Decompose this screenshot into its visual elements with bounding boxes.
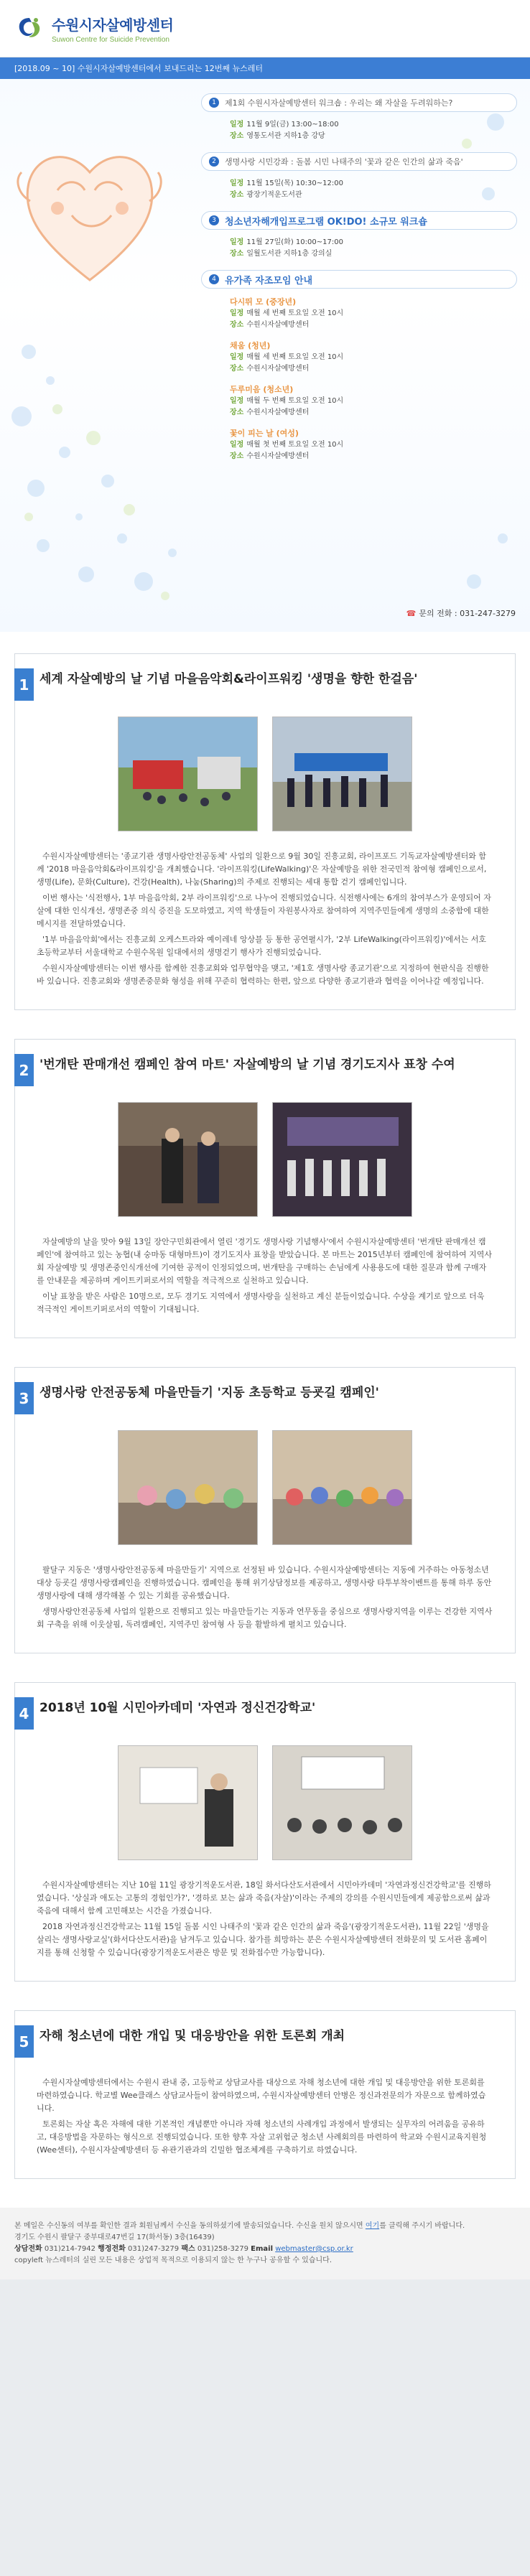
- group-name: 꽃이 피는 날 (여성): [230, 429, 299, 438]
- group-name: 두루미음 (청소년): [230, 385, 294, 394]
- newsletter-subtitle: [2018.09 ~ 10] 수원시자살예방센터에서 보내드리는 12번째 뉴스레터: [0, 57, 530, 79]
- article-body: 수원시자살예방센터는 지난 10월 11일 광장기적운도서관, 18일 화서다산도서관에서 시민아카데미 '자연과정신건강학교'를 진행하였습니다. '상실과 애도는 고통의 경험인가?', '경하로 보는 삶과 죽음(자살)'이라는 주제의 강의를 수원시민들에게 제공함으로써 삶과 죽음에 대해서 함께 고민해보는 시간을 가졌습니다. 2018 자연과정신건강학교는 11월 15일 돌봄 시인 나태주의 '꽃과 같은 인간의 삶과 죽음'(광장기적운도서관), 11월 22일 '생명을 살리는 생명사랑교실'(화서다산도서관)을 남겨두고 있습니다. 참가를 희망하는 분은 수원시자살예방센터 전화문의 및 도서관 홈페이지를 통해 신청할 수 있습니다(광장기적운도서관은 방문 및 전화접수만 가능합니다).: [37, 1880, 491, 1957]
- group-name: 채움 (청년): [230, 341, 271, 350]
- contact-phone: ☎ 문의 전화 : 031-247-3279: [406, 608, 516, 618]
- header: [0, 0, 530, 57]
- article-card: [14, 1367, 516, 1653]
- article-photo[interactable]: [118, 1745, 258, 1860]
- event-schedule: 일정 11월 15일(목) 10:30~12:00: [230, 179, 343, 187]
- event-item[interactable]: [201, 93, 517, 142]
- article-body: 수원시자살예방센터에서는 수원시 관내 중, 고등학교 상담교사를 대상으로 자해 청소년에 대한 개입 및 대응방안을 위한 토론회를 마련하였습니다. 학교별 Wee클래스 상담교사들이 참여하였으며, 수원시자살예방센터 안병은 정신과전문의가 자문으로 함께하였습니다. 토론회는 자살 혹은 자해에 대한 기본적인 개념뿐만 아니라 자해 청소년의 사례개입 과정에서 발생되는 실무자의 어려움을 공유하고, 대응방법을 자문하는 형식으로 진행되었습니다. 또한 향후 자살 고위험군 청소년 사례회의를 마련하여 학교와 수원시교육지원청(Wee센터), 수원시자살예방센터 등 유관기관과의 긴밀한 협조체계를 구축하기로 하였습니다.: [37, 2078, 487, 2155]
- self-help-title-pill[interactable]: [201, 270, 517, 289]
- article-card: [14, 653, 516, 1010]
- footer-address: 경기도 수원시 팔달구 중부대로47번길 17(화서동) 3층(16439): [14, 2234, 215, 2241]
- group-item: 꽃이 피는 날 (여성) 일정 매월 첫 번째 토요일 오전 10시 장소 수원시자살예방센터: [230, 427, 517, 462]
- event-schedule: 일정 11월 9일(금) 13:00~18:00: [230, 121, 339, 129]
- logo-icon: [14, 14, 45, 44]
- org-name: 수원시자살예방센터: [52, 16, 174, 34]
- event-title-pill[interactable]: [201, 211, 517, 230]
- group-name: 다시뛰 모 (중장년): [230, 297, 297, 307]
- article-card: [14, 1039, 516, 1338]
- event-title: 생명사랑 시민강좌 : 돌봄 시민 나태주의 '꽃과 같은 인간의 삶과 죽음': [225, 157, 463, 167]
- article-card: [14, 1682, 516, 1982]
- org-name-en: Suwon Centre for Suicide Prevention: [52, 35, 169, 44]
- hero-events: [0, 79, 530, 632]
- event-schedule: 일정 11월 27일(화) 10:00~17:00: [230, 238, 343, 246]
- article-number-badge: 4: [14, 1697, 34, 1730]
- article-photo[interactable]: [118, 1430, 258, 1545]
- article-photo[interactable]: [272, 717, 412, 831]
- event-item[interactable]: [201, 152, 517, 201]
- article-title: 생명사랑 안전공동체 마을만들기 '지동 초등학교 등굣길 캠페인': [39, 1386, 379, 1400]
- phone-icon: ☎: [406, 608, 417, 618]
- event-place: 장소 영통도서관 지하1층 강당: [230, 132, 325, 140]
- article-card: [14, 2010, 516, 2179]
- footer-copyright: copyleft 뉴스레터의 실린 모든 내용은 상업적 목적으로 이용되지 않는 한 누구나 공유할 수 있습니다.: [14, 2257, 332, 2264]
- group-item: 채움 (청년) 일정 매월 세 번째 토요일 오전 10시 장소 수원시자살예방센터: [230, 340, 517, 375]
- event-title-pill[interactable]: [201, 93, 517, 112]
- heart-illustration-icon: [14, 122, 165, 294]
- footer-notice: 본 메일은 수신동의 여부를 확인한 결과 회원님께서 수신을 동의하셨기에 발송되었습니다. 수신을 원치 않으시면 여기를 클릭해 주시기 바랍니다.: [14, 2222, 465, 2230]
- group-item: 두루미음 (청소년) 일정 매월 두 번째 토요일 오전 10시 장소 수원시자살예방센터: [230, 383, 517, 419]
- event-number: 1: [209, 98, 219, 108]
- email-link[interactable]: webmaster@csp.or.kr: [275, 2245, 353, 2253]
- event-item[interactable]: [201, 211, 517, 260]
- event-number: 4: [209, 274, 219, 284]
- event-title: 청소년자해개입프로그램 OK!DO! 소규모 워크숍: [225, 216, 427, 228]
- footer: [0, 2208, 530, 2279]
- article-body: 팔달구 지동은 '생명사랑안전공동체 마을만들기' 지역으로 선정된 바 있습니다. 수원시자살예방센터는 지동에 거주하는 아동청소년 대상 등굣길 생명사랑캠페인을 진행하였습니다. 캠페인을 통해 위기상담정보를 제공하고, 생명사랑 타투부착이벤트를 통해 하루 동안 생명사랑에 대해 생각해볼 수 있는 기회를 공유했습니다. 생명사랑안전공동체 사업의 일환으로 진행되고 있는 마을만들기는 지동과 연무동을 중심으로 생명사랑지역을 이루는 건강한 지역사회 구축을 위해 이웃살핌, 독려캠페인, 지역주민 참여형 사 등을 활발하게 펼치고 있습니다.: [37, 1565, 493, 1629]
- article-body: 자살예방의 날을 맞아 9월 13일 장안구민회관에서 열린 '경기도 생명사랑 기념행사'에서 수원시자살예방센터 '번개탄 판매개선 캠페인'에 참여하고 있는 농협(내 숭마동 대형마트)이 경기도지사 표창을 받았습니다. 본 마트는 2015년부터 캠페인에 참여하여 지역사회 자살예방 및 생명존중인식개선에 기여한 공적이 인정되었으며, 번개탄을 구매하는 손님에게 사용용도에 대한 질문과 함께 구매자를 안내문을 제공하며 게이트키퍼로서의 역할을 적극적으로 실천하고 있습니다. 이날 표창을 받은 사람은 10명으로, 모두 경기도 지역에서 생명사랑을 실천하고 계신 분들이었습니다. 수상을 계기로 앞으로 더욱 적극적인 게이트키퍼로서의 역할이 기대됩니다.: [37, 1237, 492, 1314]
- event-title-pill[interactable]: [201, 152, 517, 171]
- article-photo[interactable]: [272, 1745, 412, 1860]
- event-title: 제1회 수원시자살예방센터 워크숍 : 우리는 왜 자살을 두려워하는?: [225, 98, 453, 108]
- self-help-groups: [201, 270, 517, 462]
- event-number: 3: [209, 215, 219, 225]
- article-photo[interactable]: [272, 1102, 412, 1217]
- article-title: 세계 자살예방의 날 기념 마을음악회&라이프워킹 '생명을 향한 한걸음': [39, 672, 418, 686]
- footer-contacts: 상담전화 031)214-7942 행정전화 031)247-3279 팩스 031)258-3279 Email webmaster@csp.or.kr: [14, 2245, 353, 2253]
- event-place: 장소 일월도서관 지하1층 강의실: [230, 250, 333, 258]
- article-photo[interactable]: [272, 1430, 412, 1545]
- article-photo[interactable]: [118, 717, 258, 831]
- article-title: '번개탄 판매개선 캠페인 참여 마트' 자살예방의 날 기념 경기도지사 표창 수여: [39, 1058, 455, 1072]
- logo[interactable]: [14, 14, 173, 44]
- article-number-badge: 1: [14, 668, 34, 701]
- article-number-badge: 3: [14, 1382, 34, 1414]
- event-place: 장소 광장기적운도서관: [230, 191, 302, 199]
- article-title: 자해 청소년에 대한 개입 및 대응방안을 위한 토론회 개최: [39, 2029, 345, 2043]
- article-number-badge: 2: [14, 1054, 34, 1086]
- article-title: 2018년 10월 시민아카데미 '자연과 정신건강학교': [39, 1701, 316, 1715]
- article-photo[interactable]: [118, 1102, 258, 1217]
- event-number: 2: [209, 157, 219, 167]
- self-help-title: 유가족 자조모임 안내: [225, 275, 313, 286]
- article-body: 수원시자살예방센터는 '종교기관 생명사랑안전공동체' 사업의 일환으로 9월 30일 진흥교회, 라이프포드 기독교자살예방센터와 함께 '2018 마을음악회&라이프워킹'을 개최했습니다. '라이프워킹(LifeWalking)'은 자살예방을 위한 전국민적 참여형 캠페인으로서, 생명(Life), 문화(Culture), 건강(Health), 나눔(Sharing)의 주제로 진행되는 세대 통합 걷기 캠페인입니다. 이번 행사는 '식전행사, 1부 마을음악회, 2부 라이프워킹'으로 나누어 진행되었습니다. 식전행사에는 6개의 참여부스가 운영되어 자살에 대한 인식개선, 생명존중 의식 증진을 도모하였고, 지역 학생들이 자원봉사자로 참여하여 지역주민들에게 생명의 소중함에 대한 메시지를 전달하였습니다. '1부 마을음악회'에서는 진흥교회 오케스트라와 예이레네 앙상블 등 통한 공연펼시가, '2부 LifeWalking(라이프워킹)'에서는 서호초등학교부터 서울대학교 수원수목원 일대에서의 생명걷기 행사가 진행되었습니다. 수원시자살예방센터는 이번 행사를 함께한 진흥교회와 업무협약을 맺고, '제1호 생명사랑 종교기관'으로 지정하여 현판식을 진행한 바 있습니다. 진흥교회와 생명존중문화 형성을 위해 꾸준히 협력하는 한편, 앞으로 다양한 종교기관과 협력을 이어나갈 예정입니다.: [37, 851, 491, 986]
- event-list: [201, 93, 517, 472]
- group-item: 다시뛰 모 (중장년) 일정 매월 세 번째 토요일 오전 10시 장소 수원시자살예방센터: [230, 296, 517, 331]
- article-number-badge: 5: [14, 2025, 34, 2058]
- unsubscribe-link[interactable]: 여기: [365, 2222, 380, 2230]
